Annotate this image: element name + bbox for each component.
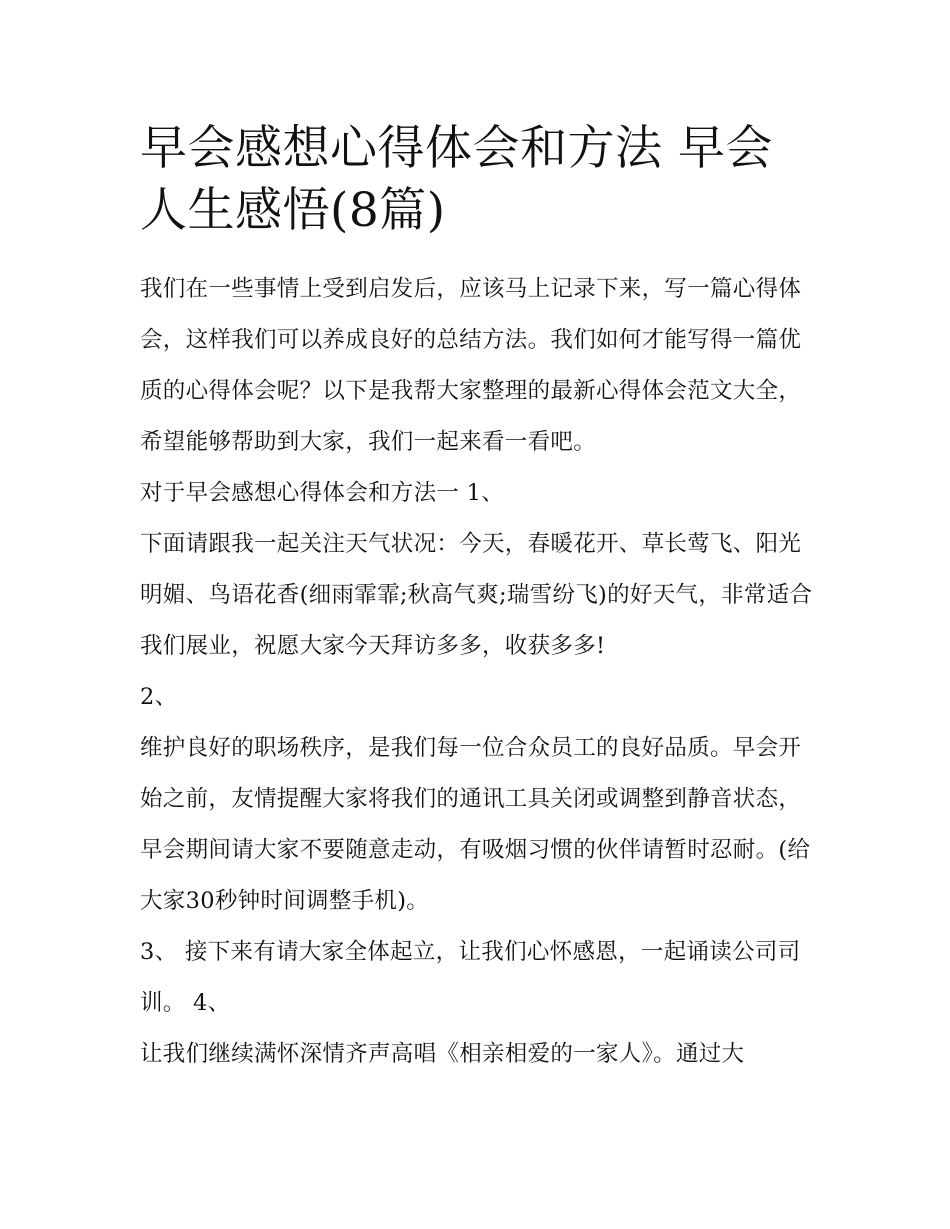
order-paragraph: 维护良好的职场秩序，是我们每一位合众员工的良好品质。早会开始之前，友情提醒大家将我们的通讯工具关闭或调整到静音状态，早会期间请大家不要随意走动，有吸烟习惯的伙伴请暂时忍耐。(给大家30秒钟时间调整手机)。 (140, 735, 811, 914)
weather-paragraph: 下面请跟我一起关注天气状况：今天，春暖花开、草长莺飞、阳光明媚、鸟语花香(细雨霏霏;秋高气爽;瑞雪纷飞)的好天气，非常适合我们展业，祝愿大家今天拜访多多，收获多多! (140, 531, 813, 659)
document-title: 早会感想心得体会和方法 早会人生感悟(8篇) (140, 121, 773, 238)
song-paragraph: 让我们继续满怀深情齐声高唱《相亲相爱的一家人》。通过大 (140, 1041, 745, 1067)
document-body (140, 118, 820, 1080)
motto-paragraph: 3、 接下来有请大家全体起立，让我们心怀感恩，一起诵读公司司训。 4、 (140, 939, 801, 1016)
section-heading: 对于早会感想心得体会和方法一 1、 (140, 480, 505, 506)
intro-paragraph: 我们在一些事情上受到启发后，应该马上记录下来，写一篇心得体会，这样我们可以养成良好的总结方法。我们如何才能写得一篇优质的心得体会呢？以下是我帮大家整理的最新心得体会范文大全，希望能够帮助到大家，我们一起来看一看吧。 (140, 276, 802, 455)
item-number-2: 2、 (140, 684, 178, 710)
